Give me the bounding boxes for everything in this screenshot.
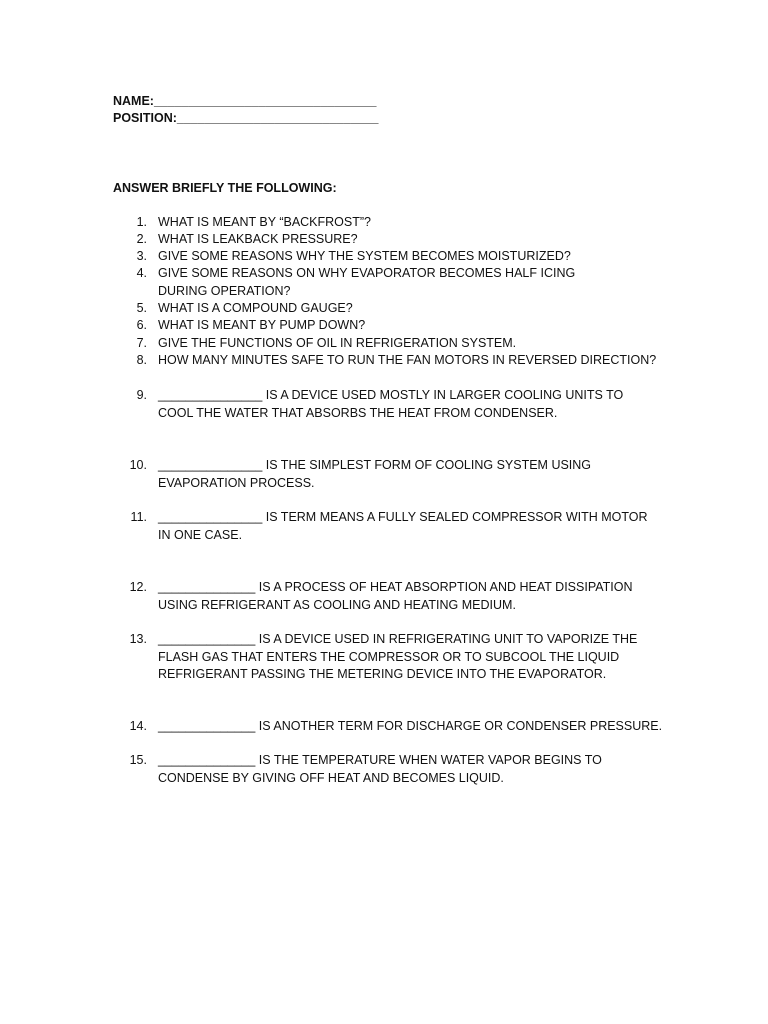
question-number: 15. — [129, 753, 147, 767]
question-text: GIVE SOME REASONS ON WHY EVAPORATOR BECOMES HALF ICING DURING OPERATION? — [158, 266, 576, 298]
question-text: GIVE THE FUNCTIONS OF OIL IN REFRIGERATION SYSTEM. — [158, 336, 517, 350]
question-number: 4. — [136, 266, 147, 280]
question-number: 9. — [136, 388, 147, 402]
question-text: _______________ IS A DEVICE USED MOSTLY IN LARGER COOLING UNITS TO COOL THE WATER THAT ABSORBS THE HEAT FROM CONDENSER. — [158, 388, 624, 420]
question-number: 3. — [136, 249, 147, 263]
question-text: GIVE SOME REASONS WHY THE SYSTEM BECOMES MOISTURIZED? — [158, 249, 571, 263]
question-text: HOW MANY MINUTES SAFE TO RUN THE FAN MOTORS IN REVERSED DIRECTION? — [158, 353, 657, 367]
question-number: 11. — [130, 510, 147, 524]
question-text: ______________ IS A DEVICE USED IN REFRIGERATING UNIT TO VAPORIZE THE FLASH GAS THAT ENTERS THE COMPRESSOR OR TO SUBCOOL THE LIQUID REFRIGERANT PASSING THE METERING DEVICE INTO THE EVAPORATOR. — [158, 632, 638, 681]
name-field: NAME:________________________________ — [113, 94, 377, 108]
question-number: 13. — [129, 632, 147, 646]
question-number: 6. — [136, 318, 147, 332]
question-text: WHAT IS LEAKBACK PRESSURE? — [158, 232, 358, 246]
question-text: WHAT IS MEANT BY PUMP DOWN? — [158, 318, 366, 332]
position-field: POSITION:_____________________________ — [113, 111, 379, 125]
question-text: ______________ IS THE TEMPERATURE WHEN WATER VAPOR BEGINS TO CONDENSE BY GIVING OFF HEAT AND BECOMES LIQUID. — [158, 753, 602, 785]
question-number: 8. — [136, 353, 147, 367]
question-text: ______________ IS ANOTHER TERM FOR DISCHARGE OR CONDENSER PRESSURE. — [158, 719, 663, 733]
question-text: ______________ IS A PROCESS OF HEAT ABSORPTION AND HEAT DISSIPATION USING REFRIGERANT AS COOLING AND HEATING MEDIUM. — [158, 580, 633, 612]
question-number: 12. — [129, 580, 147, 594]
question-number: 1. — [136, 215, 147, 229]
question-number: 14. — [129, 719, 147, 733]
instructions-heading: ANSWER BRIEFLY THE FOLLOWING: — [113, 181, 337, 195]
question-text: _______________ IS THE SIMPLEST FORM OF COOLING SYSTEM USING EVAPORATION PROCESS. — [158, 458, 592, 490]
question-text: WHAT IS MEANT BY “BACKFROST”? — [158, 215, 371, 229]
question-number: 7. — [136, 336, 147, 350]
question-number: 5. — [136, 301, 147, 315]
question-text: _______________ IS TERM MEANS A FULLY SEALED COMPRESSOR WITH MOTOR IN ONE CASE. — [158, 510, 648, 542]
question-number: 2. — [136, 232, 147, 246]
question-number: 10. — [129, 458, 147, 472]
question-text: WHAT IS A COMPOUND GAUGE? — [158, 301, 353, 315]
